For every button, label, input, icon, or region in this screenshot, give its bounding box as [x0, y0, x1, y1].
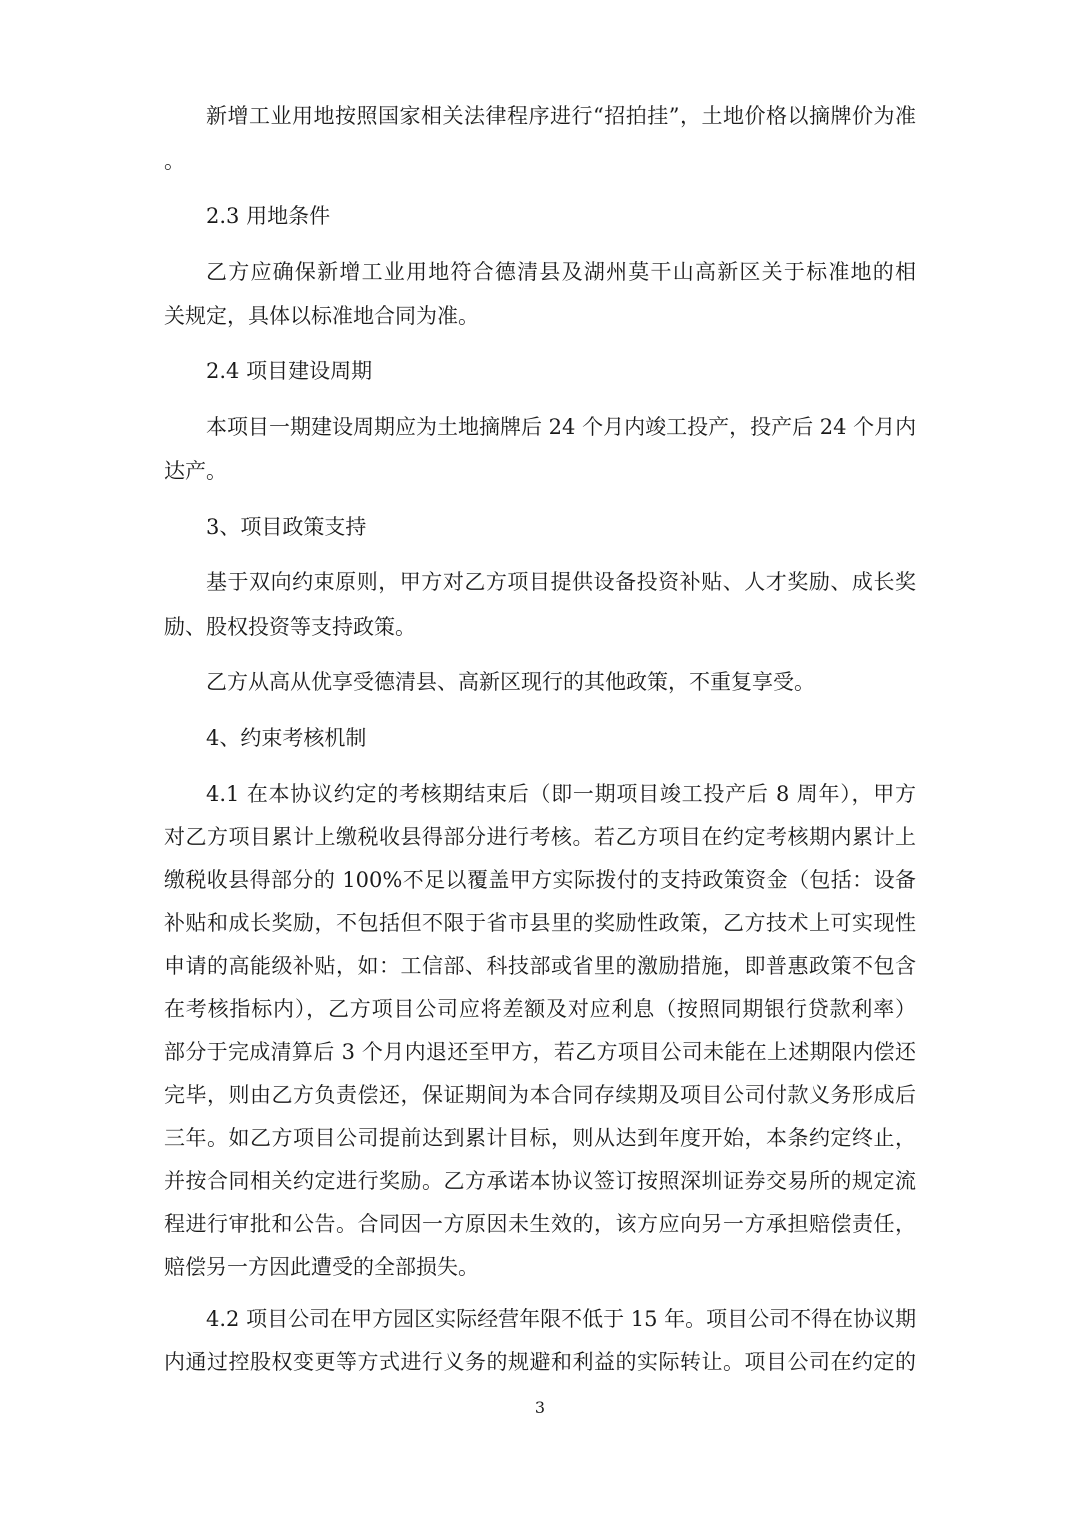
- section-heading: 2.3 用地条件: [206, 204, 331, 228]
- paragraph-line: 关规定，具体以标准地合同为准。: [164, 304, 479, 328]
- paragraph-line: 基于双向约束原则，甲方对乙方项目提供设备投资补贴、人才奖励、成长奖: [206, 570, 916, 594]
- paragraph-line: 新增工业用地按照国家相关法律程序进行“招拍挂”，土地价格以摘牌价为准: [206, 104, 916, 128]
- paragraph-line: 在考核指标内），乙方项目公司应将差额及对应利息（按照同期银行贷款利率）: [164, 997, 916, 1021]
- section-heading: 4、约束考核机制: [206, 726, 367, 750]
- paragraph-line: 程进行审批和公告。合同因一方原因未生效的，该方应向另一方承担赔偿责任，: [164, 1212, 916, 1236]
- paragraph-line: 补贴和成长奖励，不包括但不限于省市县里的奖励性政策，乙方技术上可实现性: [164, 911, 916, 935]
- paragraph-line: 励、股权投资等支持政策。: [164, 615, 416, 639]
- paragraph-line: 乙方从高从优享受德清县、高新区现行的其他政策，不重复享受。: [206, 670, 815, 694]
- paragraph-line: 部分于完成清算后 3 个月内退还至甲方，若乙方项目公司未能在上述期限内偿还: [164, 1040, 916, 1064]
- paragraph-line: 对乙方项目累计上缴税收县得部分进行考核。若乙方项目在约定考核期内累计上: [164, 825, 916, 849]
- paragraph-line: 4.1 在本协议约定的考核期结束后（即一期项目竣工投产后 8 周年），甲方: [206, 782, 916, 806]
- paragraph-line: 缴税收县得部分的 100%不足以覆盖甲方实际拨付的支持政策资金（包括：设备: [164, 868, 916, 892]
- paragraph-line: 本项目一期建设周期应为土地摘牌后 24 个月内竣工投产，投产后 24 个月内: [206, 415, 917, 439]
- section-heading: 2.4 项目建设周期: [206, 359, 373, 383]
- page-number: 3: [534, 1398, 546, 1417]
- paragraph-line: 申请的高能级补贴，如：工信部、科技部或省里的激励措施，即普惠政策不包含: [164, 954, 916, 978]
- paragraph-line: 赔偿另一方因此遭受的全部损失。: [164, 1255, 479, 1279]
- paragraph-line: 内通过控股权变更等方式进行义务的规避和利益的实际转让。项目公司在约定的: [164, 1350, 916, 1374]
- paragraph-line: 三年。如乙方项目公司提前达到累计目标，则从达到年度开始，本条约定终止，: [164, 1126, 916, 1150]
- section-heading: 3、项目政策支持: [206, 515, 367, 539]
- paragraph-line: 。: [164, 149, 185, 173]
- paragraph-line: 4.2 项目公司在甲方园区实际经营年限不低于 15 年。项目公司不得在协议期: [206, 1307, 917, 1331]
- paragraph-line: 完毕，则由乙方负责偿还，保证期间为本合同存续期及项目公司付款义务形成后: [164, 1083, 916, 1107]
- paragraph-line: 乙方应确保新增工业用地符合德清县及湖州莫干山高新区关于标准地的相: [206, 260, 916, 284]
- paragraph-line: 并按合同相关约定进行奖励。乙方承诺本协议签订按照深圳证券交易所的规定流: [164, 1169, 916, 1193]
- paragraph-line: 达产。: [164, 459, 227, 483]
